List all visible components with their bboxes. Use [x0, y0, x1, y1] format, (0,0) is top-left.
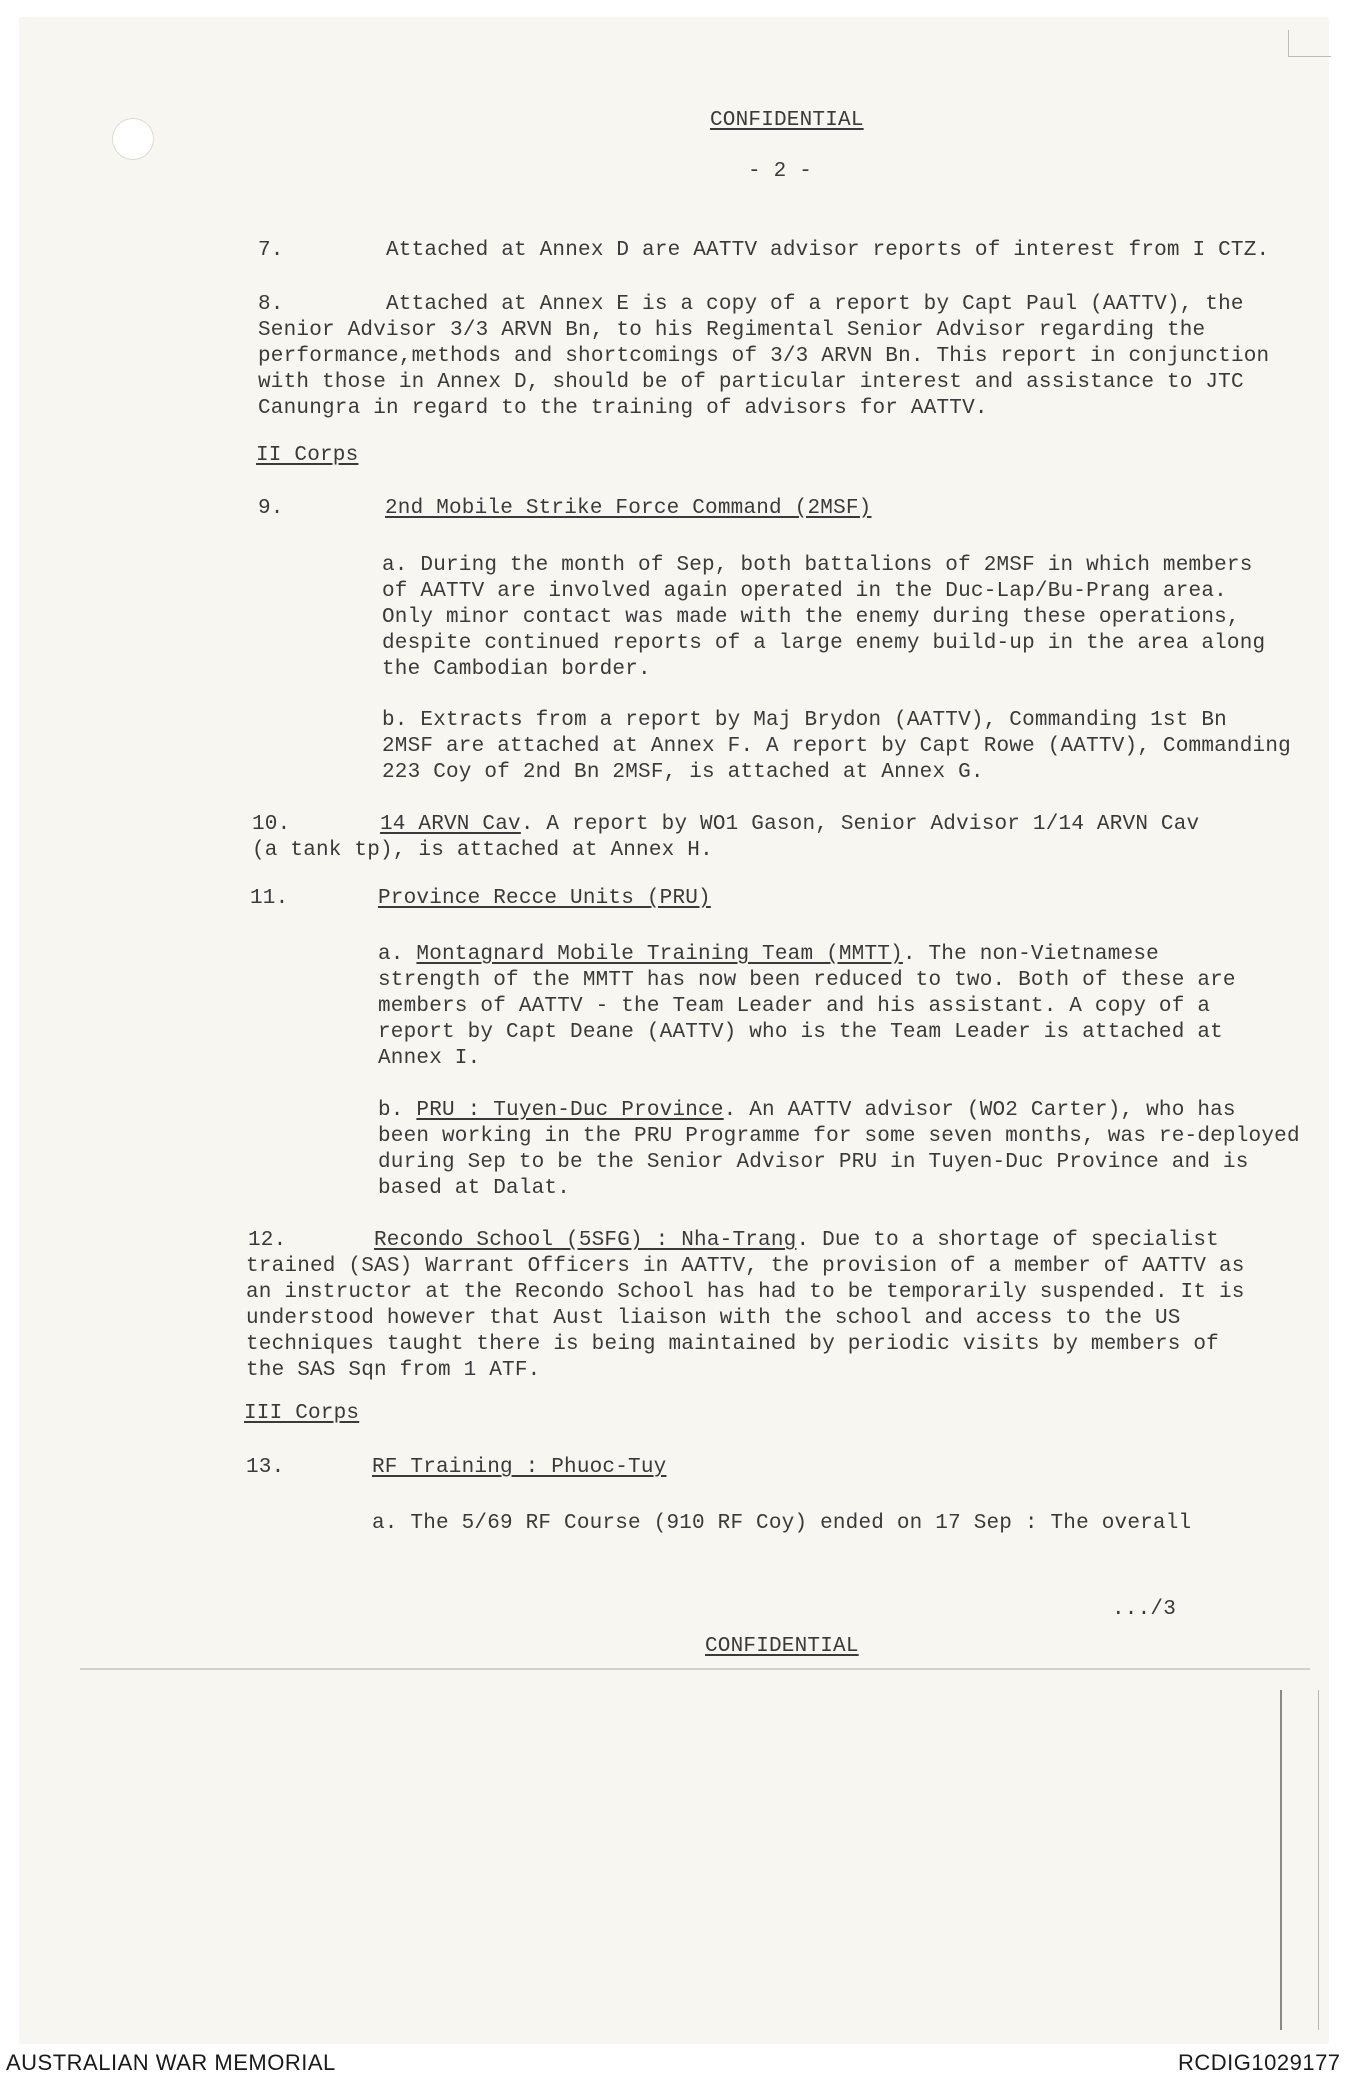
continuation-marker: .../3	[1112, 1598, 1177, 1621]
para-11a-line-3: members of AATTV - the Team Leader and his assistant. A copy of a	[378, 995, 1211, 1018]
para-12-line-1	[374, 1228, 1219, 1254]
para-11b-line-2: been working in the PRU Programme for some seven months, was re-deployed	[378, 1125, 1300, 1148]
para-9b-line-3: 223 Coy of 2nd Bn 2MSF, is attached at Annex G.	[382, 761, 984, 784]
punch-hole	[112, 118, 154, 160]
para-9b-line-2: 2MSF are attached at Annex F. A report by Capt Rowe (AATTV), Commanding	[382, 735, 1291, 758]
para-11b-prefix: b.	[378, 1099, 417, 1122]
para-10-title: 14 ARVN Cav	[380, 813, 521, 836]
para-9a-line-4: despite continued reports of a large enemy build-up in the area along	[382, 632, 1266, 655]
para-11-number: 11.	[250, 887, 289, 910]
sheet-corner-mark	[1288, 30, 1331, 57]
para-10-line-1	[380, 812, 1199, 838]
archive-institution: AUSTRALIAN WAR MEMORIAL	[6, 2050, 336, 2075]
para-11b-title: PRU : Tuyen-Duc Province	[416, 1099, 724, 1122]
para-9-title: 2nd Mobile Strike Force Command (2MSF)	[385, 497, 872, 520]
para-9-number: 9.	[258, 497, 284, 520]
para-9b-line-1: b. Extracts from a report by Maj Brydon (AATTV), Commanding 1st Bn	[382, 709, 1227, 732]
para-11a-prefix: a.	[378, 943, 417, 966]
heading-iii-corps: III Corps	[244, 1402, 360, 1425]
para-8-line-5: Canungra in regard to the training of advisors for AATTV.	[258, 397, 988, 420]
fold-edge-line-2	[1318, 1690, 1319, 2030]
para-13-number: 13.	[246, 1456, 285, 1479]
classification-footer: CONFIDENTIAL	[705, 1635, 859, 1658]
para-12-line-5: techniques taught there is being maintained by periodic visits by members of	[246, 1333, 1219, 1356]
para-12-line-4: understood however that Aust liaison with the school and access to the US	[246, 1307, 1181, 1330]
para-11a-line-4: report by Capt Deane (AATTV) who is the Team Leader is attached at	[378, 1021, 1223, 1044]
para-7-number: 7.	[258, 239, 284, 262]
archive-reference: RCDIG1029177	[1178, 2050, 1341, 2075]
para-12-line-2: trained (SAS) Warrant Officers in AATTV, the provision of a member of AATTV as	[246, 1255, 1245, 1278]
heading-ii-corps: II Corps	[256, 444, 359, 467]
page-number: - 2 -	[748, 160, 813, 183]
para-7-text: Attached at Annex D are AATTV advisor reports of interest from I CTZ.	[386, 239, 1270, 262]
fold-edge-line	[1280, 1690, 1282, 2030]
classification-header: CONFIDENTIAL	[710, 109, 864, 132]
para-11-title: Province Recce Units (PRU)	[378, 887, 711, 910]
para-8-line-3: performance,methods and shortcomings of 3/3 ARVN Bn. This report in conjunction	[258, 345, 1270, 368]
para-13a-line-1: a. The 5/69 RF Course (910 RF Coy) ended on 17 Sep : The overall	[372, 1512, 1192, 1535]
para-9a-line-1: a. During the month of Sep, both battalions of 2MSF in which members	[382, 554, 1253, 577]
para-11b-line-1-rest: . An AATTV advisor (WO2 Carter), who has	[723, 1099, 1236, 1122]
para-8-line-1: Attached at Annex E is a copy of a report by Capt Paul (AATTV), the	[386, 293, 1244, 316]
para-8-line-2: Senior Advisor 3/3 ARVN Bn, to his Regimental Senior Advisor regarding the	[258, 319, 1206, 342]
para-12-line-3: an instructor at the Recondo School has had to be temporarily suspended. It is	[246, 1281, 1245, 1304]
para-10-number: 10.	[252, 813, 291, 836]
para-12-title: Recondo School (5SFG) : Nha-Trang	[374, 1229, 797, 1252]
para-11a-title: Montagnard Mobile Training Team (MMTT)	[416, 943, 903, 966]
para-10-line-1-rest: . A report by WO1 Gason, Senior Advisor 1/14 ARVN Cav	[520, 813, 1200, 836]
para-11b-line-3: during Sep to be the Senior Advisor PRU in Tuyen-Duc Province and is	[378, 1151, 1249, 1174]
para-11b-line-4: based at Dalat.	[378, 1177, 571, 1200]
para-11a-line-2: strength of the MMTT has now been reduced to two. Both of these are	[378, 969, 1236, 992]
para-9a-line-5: the Cambodian border.	[382, 658, 651, 681]
para-9a-line-3: Only minor contact was made with the enemy during these operations,	[382, 606, 1240, 629]
para-11a-line-1	[378, 942, 1159, 968]
para-13-title: RF Training : Phuoc-Tuy	[372, 1456, 667, 1479]
para-11a-line-5: Annex I.	[378, 1047, 481, 1070]
para-9a-line-2: of AATTV are involved again operated in the Duc-Lap/Bu-Prang area.	[382, 580, 1227, 603]
para-11b-line-1	[378, 1098, 1236, 1124]
para-8-line-4: with those in Annex D, should be of particular interest and assistance to JTC	[258, 371, 1244, 394]
para-11a-line-1-rest: . The non-Vietnamese	[902, 943, 1159, 966]
para-8-number: 8.	[258, 293, 284, 316]
para-12-line-1-rest: . Due to a shortage of specialist	[796, 1229, 1219, 1252]
para-10-line-2: (a tank tp), is attached at Annex H.	[252, 839, 713, 862]
fold-line	[80, 1668, 1310, 1670]
para-12-line-6: the SAS Sqn from 1 ATF.	[246, 1359, 541, 1382]
para-12-number: 12.	[248, 1229, 287, 1252]
